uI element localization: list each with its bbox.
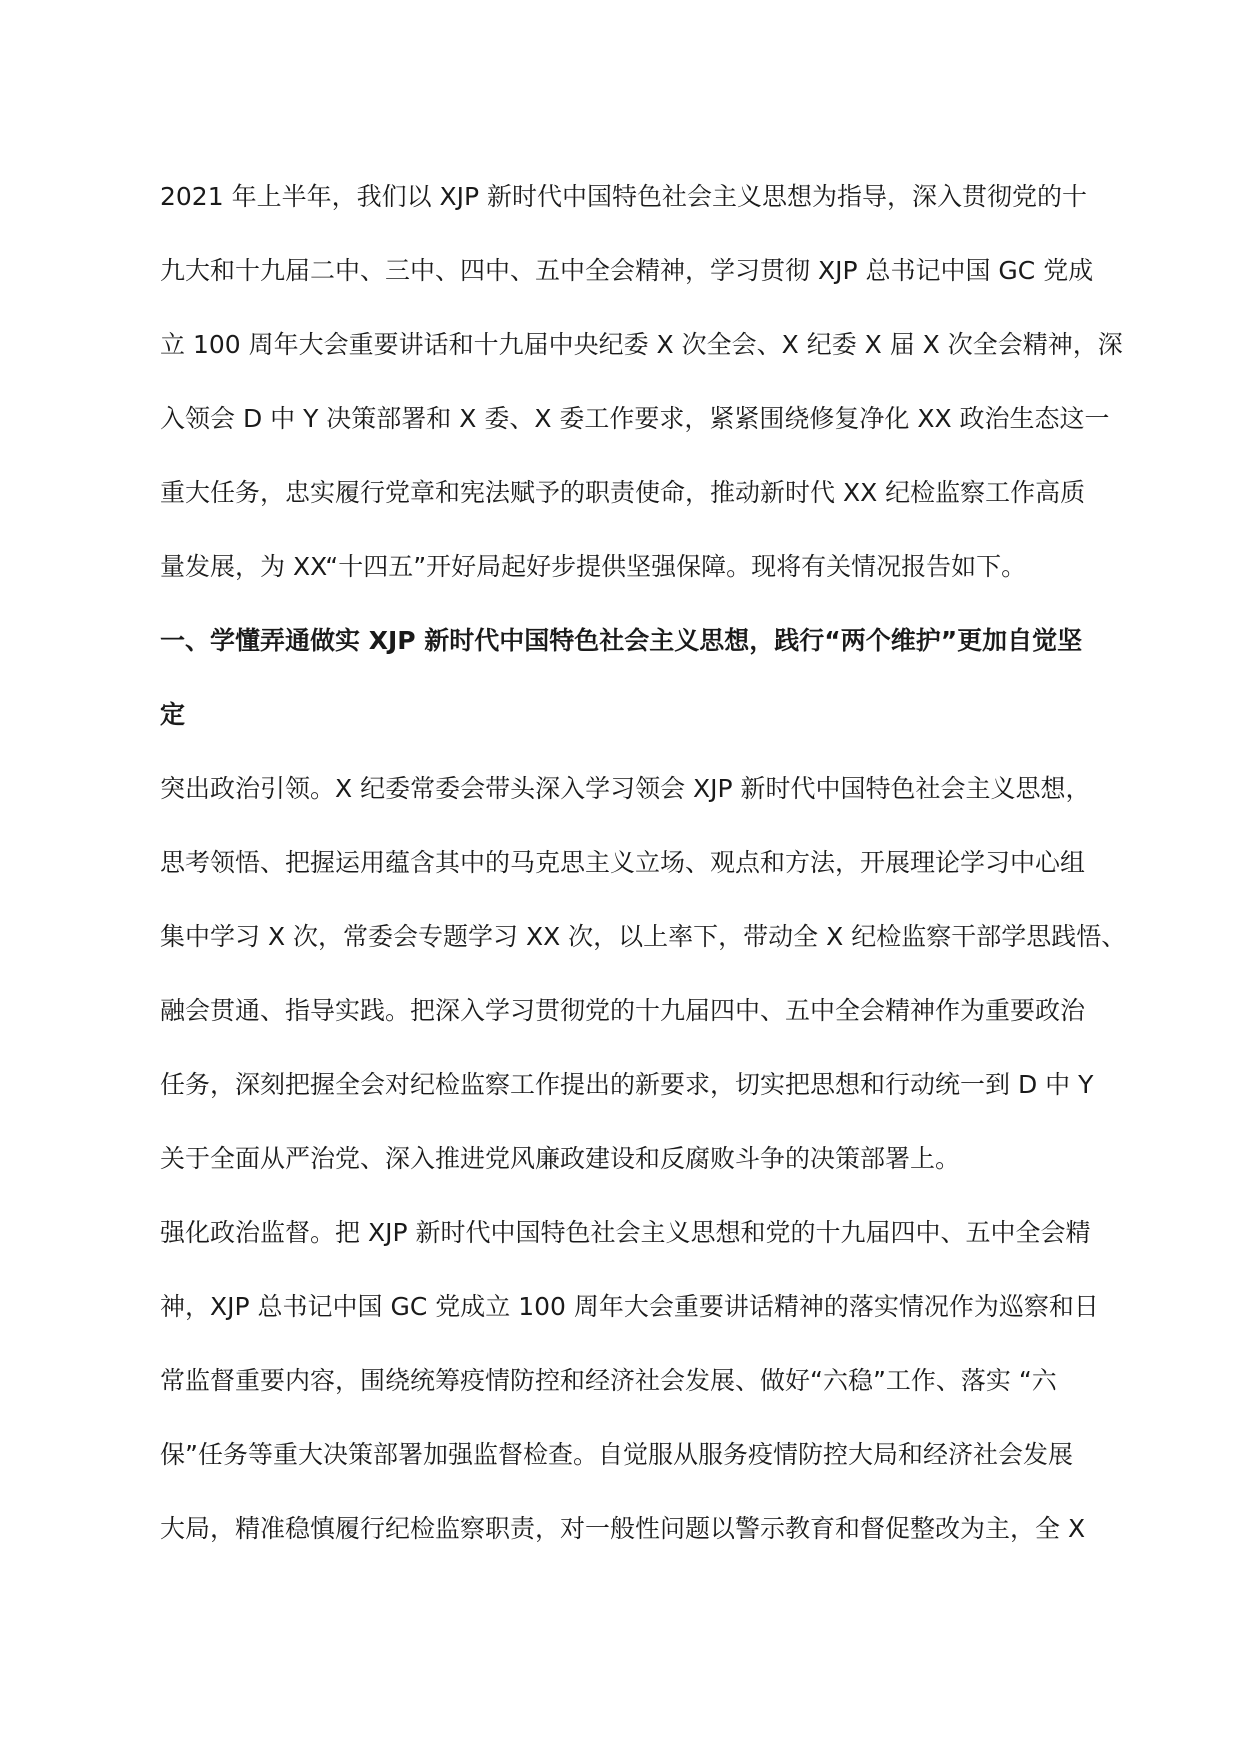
paragraph-line: 强化政治监督。把 XJP 新时代中国特色社会主义思想和党的十九届四中、五中全会精 bbox=[160, 1218, 1091, 1247]
paragraph-line: 神，XJP 总书记中国 GC 党成立 100 周年大会重要讲话精神的落实情况作为巡察和日 bbox=[160, 1292, 1099, 1321]
paragraph-line: 量发展，为 XX“十四五”开好局起好步提供坚强保障。现将有关情况报告如下。 bbox=[160, 552, 1027, 581]
section-heading-line: 定 bbox=[160, 700, 186, 729]
paragraph-line: 九大和十九届二中、三中、四中、五中全会精神，学习贯彻 XJP 总书记中国 GC 党成 bbox=[160, 256, 1094, 285]
paragraph-line: 大局，精准稳慎履行纪检监察职责，对一般性问题以警示教育和督促整改为主，全 X bbox=[160, 1514, 1086, 1543]
paragraph-line: 任务，深刻把握全会对纪检监察工作提出的新要求，切实把思想和行动统一到 D 中 Y bbox=[160, 1070, 1094, 1099]
document-body bbox=[160, 160, 1127, 1566]
section-heading-line: 一、学懂弄通做实 XJP 新时代中国特色社会主义思想，践行“两个维护”更加自觉坚 bbox=[160, 626, 1083, 655]
paragraph-line: 2021 年上半年，我们以 XJP 新时代中国特色社会主义思想为指导，深入贯彻党的十 bbox=[160, 182, 1088, 211]
paragraph-line: 保”任务等重大决策部署加强监督检查。自觉服从服务疫情防控大局和经济社会发展 bbox=[160, 1440, 1073, 1469]
paragraph-line: 重大任务，忠实履行党章和宪法赋予的职责使命，推动新时代 XX 纪检监察工作高质 bbox=[160, 478, 1086, 507]
paragraph-line: 融会贯通、指导实践。把深入学习贯彻党的十九届四中、五中全会精神作为重要政治 bbox=[160, 996, 1086, 1025]
paragraph-line: 常监督重要内容，围绕统筹疫情防控和经济社会发展、做好“六稳”工作、落实 “六 bbox=[160, 1366, 1057, 1395]
paragraph-line: 思考领悟、把握运用蕴含其中的马克思主义立场、观点和方法，开展理论学习中心组 bbox=[160, 848, 1086, 877]
paragraph-line: 突出政治引领。X 纪委常委会带头深入学习领会 XJP 新时代中国特色社会主义思想， bbox=[160, 774, 1091, 803]
paragraph-line: 立 100 周年大会重要讲话和十九届中央纪委 X 次全会、X 纪委 X 届 X 次全会精神，深 bbox=[160, 330, 1123, 359]
paragraph-line: 关于全面从严治党、深入推进党风廉政建设和反腐败斗争的决策部署上。 bbox=[160, 1144, 961, 1173]
paragraph-line: 入领会 D 中 Y 决策部署和 X 委、X 委工作要求，紧紧围绕修复净化 XX 政治生态这一 bbox=[160, 404, 1110, 433]
paragraph-line: 集中学习 X 次，常委会专题学习 XX 次，以上率下，带动全 X 纪检监察干部学思践悟、 bbox=[160, 922, 1127, 951]
